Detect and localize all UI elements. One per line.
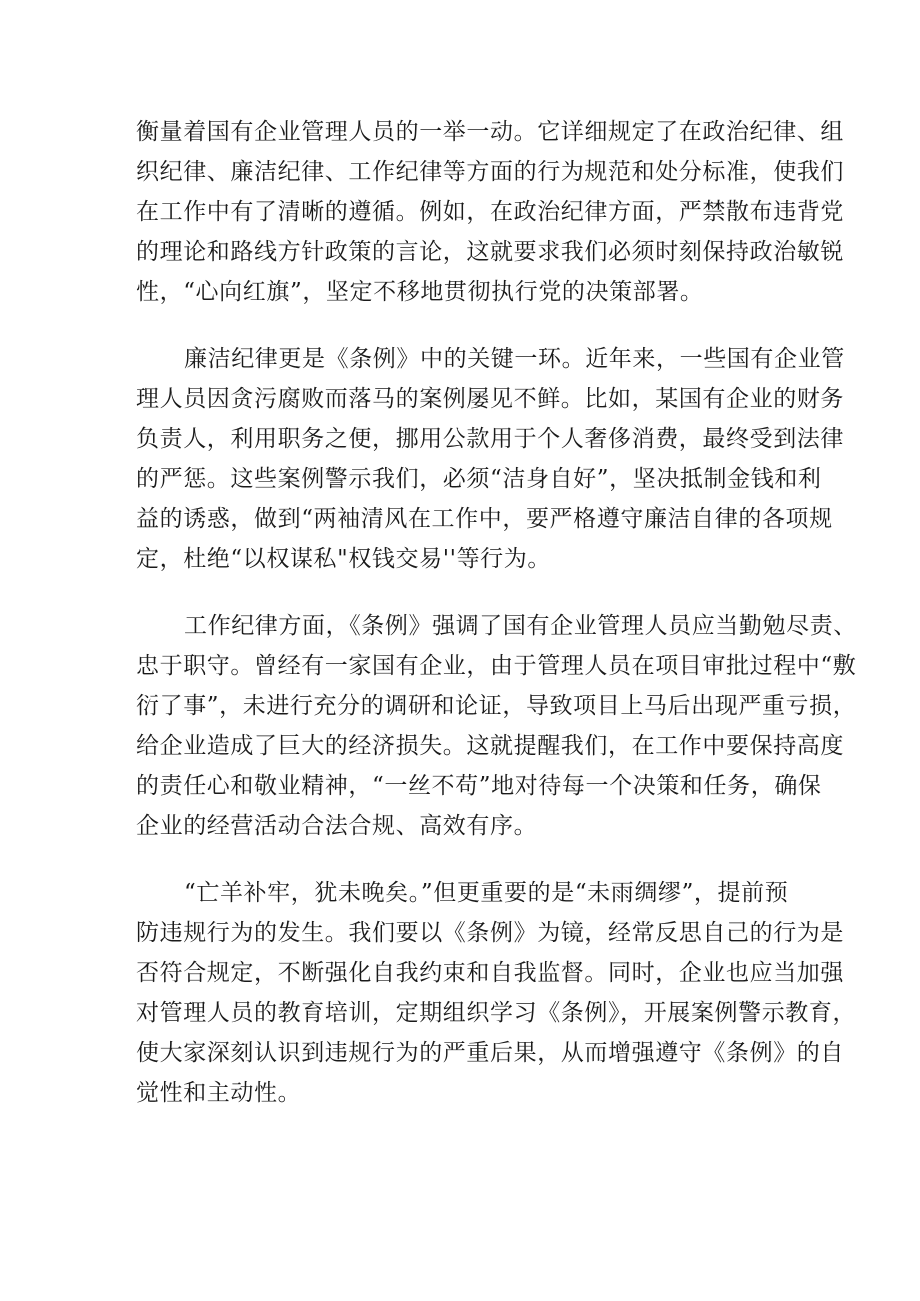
text-line: 给企业造成了巨大的经济损失。这就提醒我们，在工作中要保持高度: [136, 733, 844, 759]
paragraph-prevention: [136, 873, 857, 1113]
text-line: 对管理人员的教育培训，定期组织学习《条例》，开展案例警示教育，: [136, 1000, 857, 1026]
paragraph-work-discipline: [136, 606, 857, 846]
text-line: 在工作中有了清晰的遵循。例如，在政治纪律方面，严禁散布违背党: [136, 199, 844, 225]
text-line: 织纪律、廉洁纪律、工作纪律等方面的行为规范和处分标准，使我们: [136, 159, 844, 185]
text-line: 使大家深刻认识到违规行为的严重后果，从而增强遵守《条例》的自: [136, 1040, 844, 1066]
text-line: 负责人，利用职务之便，挪用公款用于个人奢侈消费，最终受到法律: [136, 426, 844, 452]
text-line: 觉性和主动性。: [136, 1080, 302, 1106]
paragraph-political-discipline: [136, 112, 844, 312]
text-line: 衍了事”，未进行充分的调研和论证，导致项目上马后出现严重亏损，: [136, 693, 857, 719]
text-line: 工作纪律方面，《条例》强调了国有企业管理人员应当勤勉尽责、: [184, 613, 857, 639]
text-line: 定，杜绝“以权谋私"权钱交易''等行为。: [136, 546, 551, 572]
text-line: 廉洁纪律更是《条例》中的关键一环。近年来，一些国有企业管: [184, 346, 845, 372]
paragraph-integrity-discipline: [136, 339, 845, 579]
text-line: 的责任心和敬业精神，“一丝不苟”地对待每一个决策和任务，确保: [136, 773, 822, 799]
text-line: 益的诱惑，做到“两袖清风在工作中，要严格遵守廉洁自律的各项规: [136, 506, 833, 532]
text-line: 衡量着国有企业管理人员的一举一动。它详细规定了在政治纪律、组: [136, 119, 844, 145]
text-line: 理人员因贪污腐败而落马的案例屡见不鲜。比如，某国有企业的财务: [136, 386, 844, 412]
text-line: 的理论和路线方针政策的言论，这就要求我们必须时刻保持政治敏锐: [136, 239, 844, 265]
text-line: “亡羊补牢，犹未晚矣。”但更重要的是“未雨绸缪”，提前预: [184, 880, 789, 906]
text-line: 防违规行为的发生。我们要以《条例》为镜，经常反思自己的行为是: [136, 920, 844, 946]
document-body: [136, 112, 857, 1140]
text-line: 企业的经营活动合法合规、高效有序。: [136, 813, 538, 839]
text-line: 否符合规定，不断强化自我约束和自我监督。同时，企业也应当加强: [136, 960, 844, 986]
text-line: 忠于职守。曾经有一家国有企业，由于管理人员在项目审批过程中“敷: [136, 653, 857, 679]
text-line: 的严惩。这些案例警示我们，必须“洁身自好”，坚决抵制金钱和利: [136, 466, 822, 492]
text-line: 性，“心向红旗”，坚定不移地贯彻执行党的决策部署。: [136, 279, 704, 305]
